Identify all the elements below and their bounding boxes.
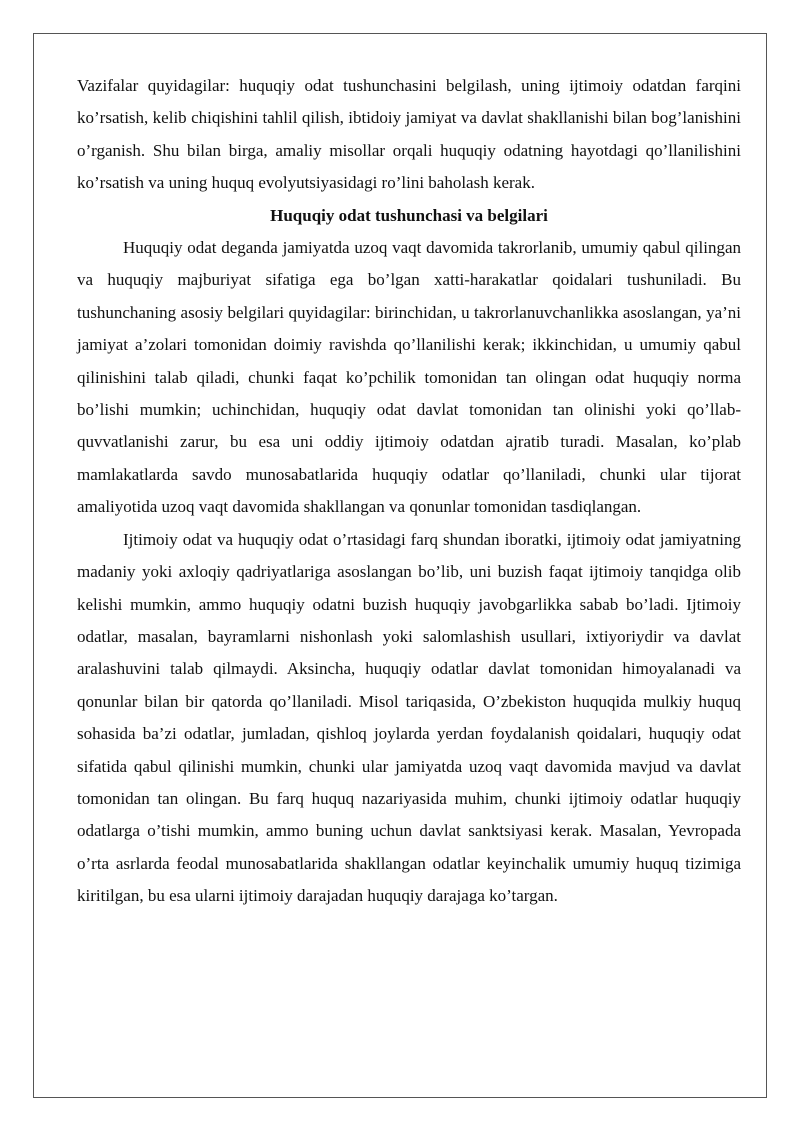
paragraph-difference: Ijtimoiy odat va huquqiy odat o’rtasidagi farq shundan iboratki, ijtimoiy odat jamiyatning madaniy yoki axloqiy qadriyatlariga asoslangan bo’lib, uni buzish faqat ijtimoiy tanqidga olib kelishi mumkin, ammo huquqiy odatni buzish huquqiy javobgarlikka sabab bo’ladi. Ijtimoiy odatlar, masalan, bayramlarni nishonlash yoki salomlashish usullari, ixtiyoriydir va davlat aralashuvini talab qilmaydi. Aksincha, huquqiy odatlar davlat tomonidan himoyalanadi va qonunlar bilan bir qatorda qo’llaniladi. Misol tariqasida, O’zbekiston huquqida mulkiy huquq sohasida ba’zi odatlar, jumladan, qishloq joylarda yerdan foydalanish qoidalari, huquqiy odat sifatida qabul qilinishi mumkin, chunki ular jamiyatda uzoq vaqt davomida mavjud va davlat tomonidan tan olingan. Bu farq huquq nazariyasida muhim, chunki ijtimoiy odatlar huquqiy odatlarga o’tishi mumkin, ammo buning uchun davlat sanktsiyasi kerak. Masalan, Yevropada o’rta asrlarda feodal munosabatlarida shakllangan odatlar keyinchalik umumiy huquq tizimiga kiritilgan, bu esa ularni ijtimoiy darajadan huquqiy darajaga ko’targan. [77, 529, 741, 906]
paragraph-definition: Huquqiy odat deganda jamiyatda uzoq vaqt davomida takrorlanib, umumiy qabul qilingan va huquqiy majburiyat sifatiga ega bo’lgan xatti-harakatlar qoidalari tushuniladi. Bu tushunchaning asosiy belgilari quyidagilar: birinchidan, u takrorlanuvchanlikka asoslangan, ya’ni jamiyat a’zolari tomonidan doimiy ravishda qo’llanilishi kerak; ikkinchidan, u umumiy qabul qilinishini talab qiladi, chunki faqat ko’pchilik tomonidan tan olingan odat huquqiy norma bo’lishi mumkin; uchinchidan, huquqiy odat davlat tomonidan tan olinishi yoki qo’llab-quvvatlanishi zarur, bu esa uni oddiy ijtimoiy odatdan ajratib turadi. Masalan, ko’plab mamlakatlarda savdo munosabatlarida huquqiy odatlar qo’llaniladi, chunki ular tijorat amaliyotida uzoq vaqt davomida shakllangan va qonunlar tomonidan tasdiqlangan. [77, 238, 741, 517]
document-body [77, 70, 741, 913]
intro-paragraph: Vazifalar quyidagilar: huquqiy odat tushunchasini belgilash, uning ijtimoiy odatdan farqini ko’rsatish, kelib chiqishini tahlil qilish, ibtidoiy jamiyat va davlat shakllanishi bilan bog’lanishini o’rganish. Shu bilan birga, amaliy misollar orqali huquqiy odatning hayotdagi qo’llanilishini ko’rsatish va uning huquq evolyutsiyasidagi ro’lini baholash kerak. [77, 76, 741, 193]
section-heading: Huquqiy odat tushunchasi va belgilari [270, 205, 548, 225]
